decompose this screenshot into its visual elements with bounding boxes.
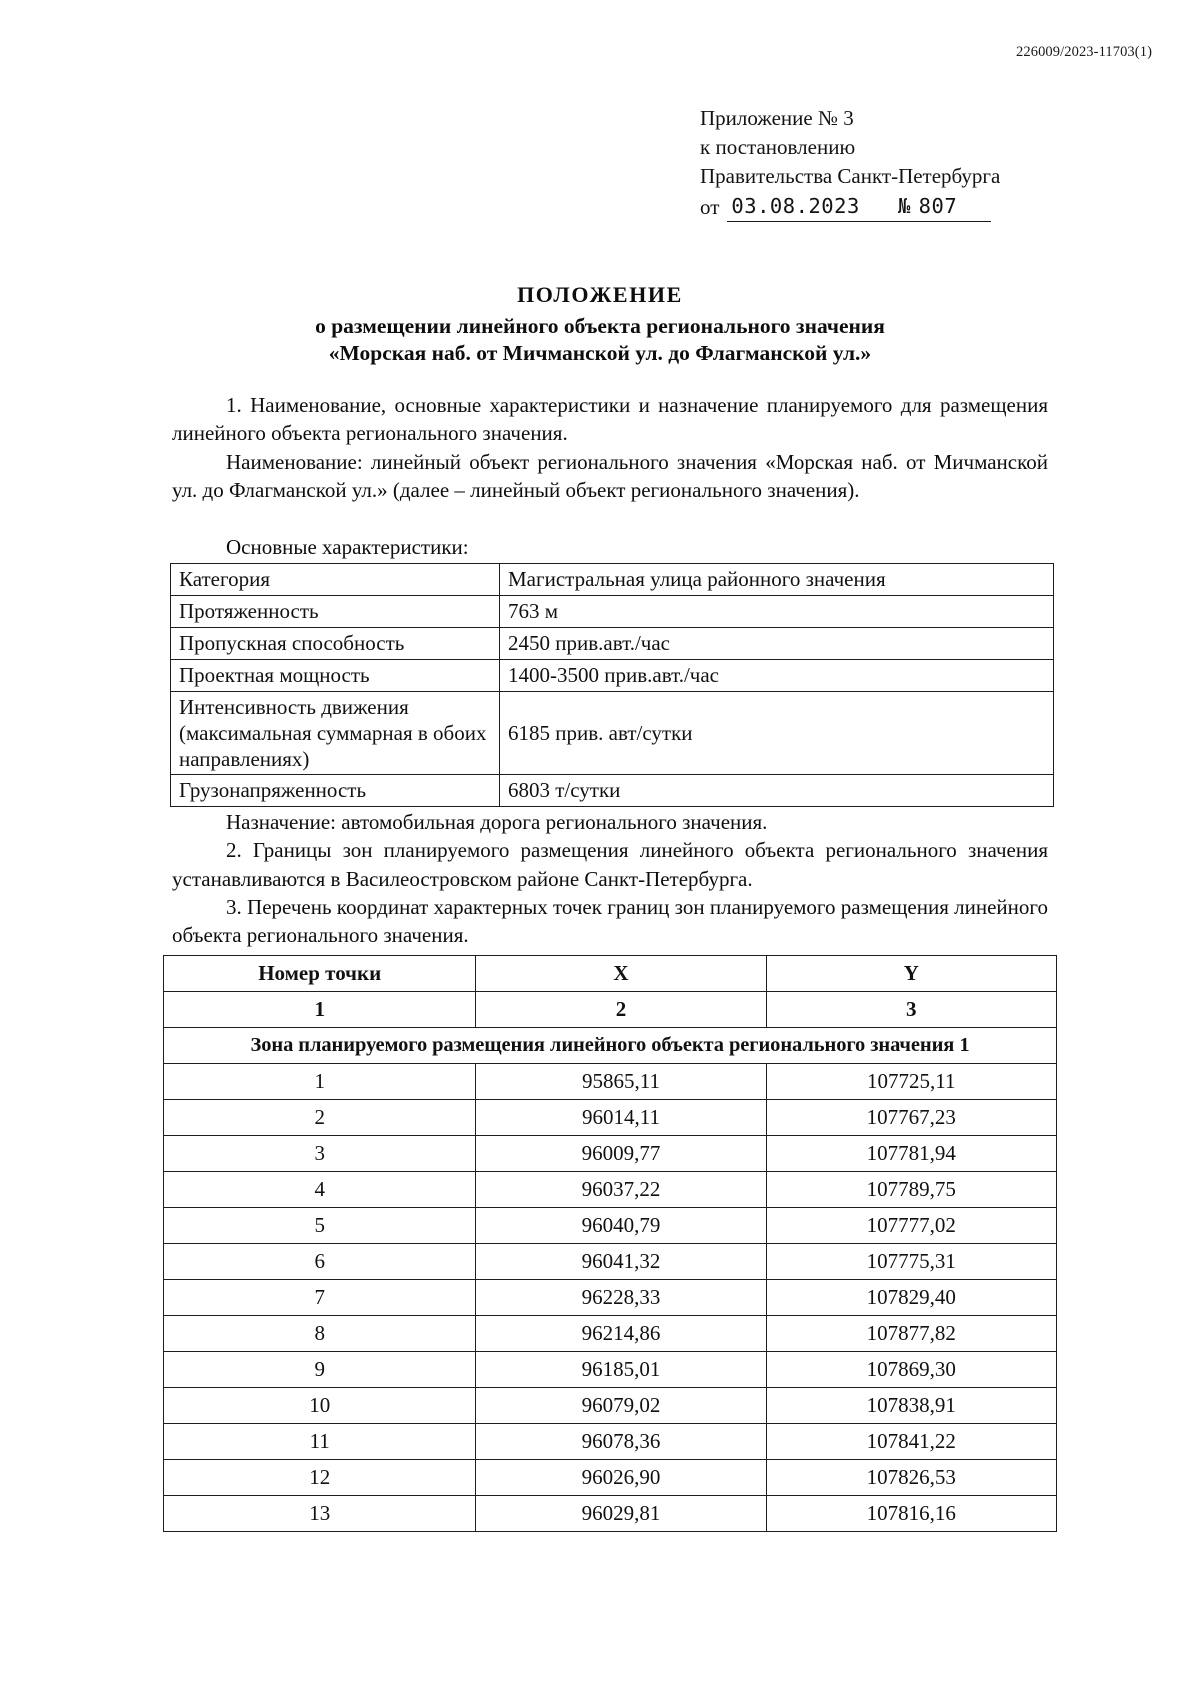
- zone-title: Зона планируемого размещения линейного объекта регионального значения 1: [164, 1028, 1057, 1064]
- point-x: 96014,11: [476, 1100, 766, 1136]
- appendix-date-line: [700, 192, 1140, 222]
- point-x: 95865,11: [476, 1064, 766, 1100]
- table-row: [164, 1424, 1057, 1460]
- point-x: 96040,79: [476, 1208, 766, 1244]
- point-y: 107841,22: [766, 1424, 1056, 1460]
- paragraph-1: [172, 391, 1048, 448]
- table-row: [164, 1460, 1057, 1496]
- point-number: 2: [164, 1100, 476, 1136]
- column-header-point-number: Номер точки: [164, 956, 476, 992]
- paragraph-4-text: Назначение: автомобильная дорога регионального значения.: [226, 810, 768, 834]
- point-y: 107725,11: [766, 1064, 1056, 1100]
- column-header-x: X: [476, 956, 766, 992]
- page-subtitle-line-2: «Морская наб. от Мичманской ул. до Флагманской ул.»: [328, 341, 872, 365]
- column-header-y: Y: [766, 956, 1056, 992]
- appendix-line-2: к постановлению: [700, 135, 856, 159]
- point-y: 107829,40: [766, 1280, 1056, 1316]
- characteristic-key: Грузонапряженность: [171, 775, 500, 807]
- paragraph-3: [172, 533, 1048, 561]
- table-row: [164, 1352, 1057, 1388]
- point-y: 107777,02: [766, 1208, 1056, 1244]
- point-y: 107877,82: [766, 1316, 1056, 1352]
- point-number: 5: [164, 1208, 476, 1244]
- table-row: [171, 628, 1054, 660]
- point-x: 96078,36: [476, 1424, 766, 1460]
- appendix-block: [700, 104, 1140, 222]
- table-row: [164, 1064, 1057, 1100]
- page-title: ПОЛОЖЕНИЕ: [517, 282, 683, 307]
- registration-number: 226009/2023-11703(1): [1016, 44, 1152, 60]
- paragraph-2-text: Наименование: линейный объект регионального значения «Морская наб. от Мичманской ул. до Флагманской ул.» (далее – линейный объект регионального значения).: [172, 450, 1048, 503]
- point-x: 96026,90: [476, 1460, 766, 1496]
- point-number: 7: [164, 1280, 476, 1316]
- characteristic-value: 1400-3500 прив.авт./час: [500, 660, 1054, 692]
- appendix-date-value: 03.08.2023: [727, 192, 863, 222]
- table-row: [164, 1316, 1057, 1352]
- appendix-line-1: Приложение № 3: [700, 106, 854, 130]
- table-row: [164, 1280, 1057, 1316]
- point-x: 96214,86: [476, 1316, 766, 1352]
- characteristic-key: Протяженность: [171, 596, 500, 628]
- paragraph-1-text: 1. Наименование, основные характеристики и назначение планируемого для размещения линейного объекта регионального значения.: [172, 393, 1048, 446]
- paragraph-3-text: Основные характеристики:: [226, 535, 469, 559]
- appendix-number-value: 807: [915, 192, 962, 222]
- characteristics-table: [170, 563, 1054, 807]
- point-y: 107826,53: [766, 1460, 1056, 1496]
- point-number: 8: [164, 1316, 476, 1352]
- appendix-from-label: от: [700, 195, 720, 219]
- paragraph-6-text: 3. Перечень координат характерных точек границ зон планируемого размещения линейного объекта регионального значения.: [172, 895, 1048, 948]
- point-y: 107789,75: [766, 1172, 1056, 1208]
- point-y: 107767,23: [766, 1100, 1056, 1136]
- point-x: 96009,77: [476, 1136, 766, 1172]
- column-number-1: 1: [164, 992, 476, 1028]
- table-row: [164, 1388, 1057, 1424]
- point-number: 9: [164, 1352, 476, 1388]
- appendix-line-3: Правительства Санкт-Петербурга: [700, 164, 1001, 188]
- point-number: 11: [164, 1424, 476, 1460]
- characteristic-value: 763 м: [500, 596, 1054, 628]
- point-number: 12: [164, 1460, 476, 1496]
- point-y: 107781,94: [766, 1136, 1056, 1172]
- point-x: 96185,01: [476, 1352, 766, 1388]
- characteristic-key: Пропускная способность: [171, 628, 500, 660]
- point-y: 107775,31: [766, 1244, 1056, 1280]
- point-x: 96079,02: [476, 1388, 766, 1424]
- table-header-row: [164, 956, 1057, 992]
- point-number: 13: [164, 1496, 476, 1532]
- paragraph-4: [172, 808, 1048, 893]
- characteristic-value: 2450 прив.авт./час: [500, 628, 1054, 660]
- page-subtitle-line-1: о размещении линейного объекта регионального значения: [315, 314, 885, 338]
- point-number: 6: [164, 1244, 476, 1280]
- table-row: [171, 564, 1054, 596]
- table-row: [164, 1208, 1057, 1244]
- appendix-date-rule: [864, 221, 894, 222]
- point-number: 1: [164, 1064, 476, 1100]
- point-y: 107838,91: [766, 1388, 1056, 1424]
- table-row: [164, 1136, 1057, 1172]
- coordinates-table: [163, 955, 1057, 1532]
- table-row: [171, 660, 1054, 692]
- characteristic-value: Магистральная улица районного значения: [500, 564, 1054, 596]
- characteristic-key: Проектная мощность: [171, 660, 500, 692]
- appendix-number-label: №: [894, 192, 915, 222]
- table-row: [164, 1244, 1057, 1280]
- paragraph-6: [172, 893, 1048, 950]
- point-x: 96041,32: [476, 1244, 766, 1280]
- point-x: 96228,33: [476, 1280, 766, 1316]
- characteristic-value: 6803 т/сутки: [500, 775, 1054, 807]
- appendix-number-rule: [961, 221, 991, 222]
- table-row: [171, 596, 1054, 628]
- point-x: 96029,81: [476, 1496, 766, 1532]
- characteristic-key: Категория: [171, 564, 500, 596]
- point-number: 4: [164, 1172, 476, 1208]
- table-row: [164, 1172, 1057, 1208]
- column-number-2: 2: [476, 992, 766, 1028]
- point-y: 107816,16: [766, 1496, 1056, 1532]
- point-number: 3: [164, 1136, 476, 1172]
- zone-title-row: [164, 1028, 1057, 1064]
- table-row: [164, 1100, 1057, 1136]
- table-row: [171, 692, 1054, 775]
- point-x: 96037,22: [476, 1172, 766, 1208]
- table-row: [164, 1496, 1057, 1532]
- column-number-3: 3: [766, 992, 1056, 1028]
- characteristic-value: 6185 прив. авт/сутки: [500, 692, 1054, 775]
- paragraph-2: [172, 448, 1048, 505]
- point-number: 10: [164, 1388, 476, 1424]
- page-subtitle: [150, 313, 1050, 367]
- point-y: 107869,30: [766, 1352, 1056, 1388]
- characteristic-key: Интенсивность движения (максимальная суммарная в обоих направлениях): [171, 692, 500, 775]
- table-column-number-row: [164, 992, 1057, 1028]
- table-row: [171, 775, 1054, 807]
- paragraph-5-text: 2. Границы зон планируемого размещения линейного объекта регионального значения устанавливаются в Василеостровском районе Санкт-Петербурга.: [172, 838, 1048, 891]
